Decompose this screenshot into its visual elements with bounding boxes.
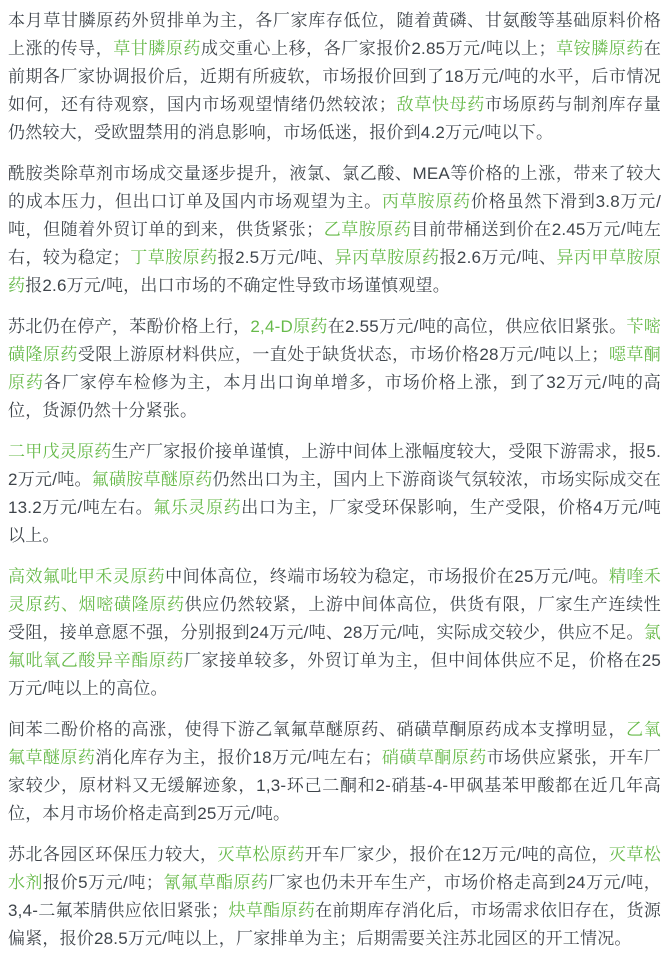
text-run: 在前期各厂家协调报价后，近期有所疲软，市场报价回到了18万元/吨的水平，后市情况如何，还有待观察，国内市场观望情绪仍然较浓；: [8, 39, 662, 114]
text-run: 报2.5万元/吨、: [217, 248, 335, 267]
text-run: 出口为主，厂家受环保影响，生产受限，价格4万元/吨以上。: [8, 498, 661, 545]
text-run: 市场供应紧张，开车厂家较少，原材料又无缓解迹象，1,3-环己二酮和2-硝基-4-甲砜基苯甲酸都在近几年高位，本月市场价格走高到25万元/吨。: [8, 748, 662, 823]
text-run: 开车厂家少，报价在12万元/吨的高位，: [304, 845, 609, 864]
product-name-highlight: 乙氧氟草醚原药: [8, 720, 662, 767]
product-name-highlight: 氟乐灵原药: [153, 498, 242, 517]
paragraph: [8, 438, 661, 550]
text-run: 生产厂家报价接单谨慎，上游中间体上涨幅度较大，受限下游需求，报5.2万元/吨。: [8, 442, 661, 489]
text-run: 价格虽然下滑到3.8万元/吨，但随着外贸订单的到来，供货紧张；: [8, 192, 662, 239]
product-name-highlight: 精喹禾灵原药、烟嘧磺隆原药: [8, 567, 661, 614]
text-run: 报2.6万元/吨、: [439, 248, 557, 267]
text-run: 厂家接单较多，外贸订单为主，但中间体供应不足，价格在25万元/吨以上的高位。: [8, 651, 662, 698]
product-name-highlight: 高效氟吡甲禾灵原药: [8, 567, 166, 586]
text-run: 苏北仍在停产，苯酚价格上行，: [8, 317, 251, 336]
paragraph: [8, 7, 661, 147]
product-name-highlight: 氯氟吡氧乙酸异辛酯原药: [8, 623, 661, 670]
product-name-highlight: 敌草快母药: [396, 95, 485, 114]
text-run: 供应仍然较紧，上游中间体高位，供货有限，厂家生产连续性受阻，接单意愿不强，分别报到24万元/吨、28万元/吨，实际成交较少，供应不足。: [8, 595, 661, 642]
product-name-highlight: 氟磺胺草醚原药: [91, 470, 213, 489]
product-name-highlight: 灭草松水剂: [8, 845, 661, 892]
product-name-highlight: 噁草酮原药: [8, 345, 661, 392]
text-run: 消化库存为主，报价18万元/吨左右；: [95, 748, 382, 767]
text-run: 在前期库存消化后，市场需求依旧存在，货源偏紧，报价28.5万元/吨以上，厂家排单为主；后期需要关注苏北园区的开工情况。: [8, 901, 662, 948]
text-run: 厂家也仍未开车生产，市场价格走高到24万元/吨，3,4-二氟苯腈供应依旧紧张；: [8, 873, 662, 920]
product-name-highlight: 苄嘧磺隆原药: [8, 317, 661, 364]
paragraph: [8, 313, 661, 425]
product-name-highlight: 二甲戊灵原药: [8, 442, 112, 461]
product-name-highlight: 草铵膦原药: [555, 39, 644, 58]
paragraph: [8, 160, 661, 300]
product-name-highlight: 丙草胺原药: [381, 192, 471, 211]
text-run: 受限上游原材料供应，一直处于缺货状态，市场价格28万元/吨以上；: [77, 345, 609, 364]
product-name-highlight: 乙草胺原药: [323, 220, 412, 239]
text-run: 目前带桶送到价在2.45万元/吨左右，较为稳定；: [8, 220, 661, 267]
text-run: 市场原药与制剂库存量仍然较大，受欧盟禁用的消息影响，市场低迷，报价到4.2万元/吨以下。: [8, 95, 662, 142]
text-run: 各厂家停车检修为主，本月出口询单增多，市场价格上涨，到了32万元/吨的高位，货源仍然十分紧张。: [8, 373, 661, 420]
product-name-highlight: 异丙甲草胺原药: [8, 248, 662, 295]
paragraph: [8, 716, 661, 828]
text-run: 在2.55万元/吨的高位，供应依旧紧张。: [327, 317, 627, 336]
text-run: 酰胺类除草剂市场成交量逐步提升，液氯、氯乙酸、MEA等价格的上涨，带来了较大的成本压力，但出口订单及国内市场观望为主。: [8, 164, 661, 211]
product-name-highlight: 异丙草胺原药: [334, 248, 440, 267]
paragraph: [8, 841, 661, 953]
text-run: 成交重心上移，各厂家报价2.85万元/吨以上；: [200, 39, 556, 58]
product-name-highlight: 草甘膦原药: [113, 39, 201, 58]
text-run: 报价5万元/吨；: [43, 873, 164, 892]
product-name-highlight: 丁草胺原药: [130, 248, 218, 267]
text-run: 仍然出口为主，国内上下游商谈气氛较浓，市场实际成交在13.2万元/吨左右。: [8, 470, 661, 517]
product-name-highlight: 灭草松原药: [217, 845, 305, 864]
product-name-highlight: 氰氟草酯原药: [163, 873, 269, 892]
text-run: 本月草甘膦原药外贸排单为主，各厂家库存低位，随着黄磷、甘氨酸等基础原料价格上涨的传导，: [8, 11, 661, 58]
product-name-highlight: 硝磺草酮原药: [381, 748, 487, 767]
product-name-highlight: 2,4-D原药: [250, 317, 328, 336]
text-run: 报2.6万元/吨，出口市场的不确定性导致市场谨慎观望。: [25, 276, 450, 295]
text-run: 苏北各园区环保压力较大，: [8, 845, 218, 864]
text-run: 中间体高位，终端市场较为稳定，市场报价在25万元/吨。: [165, 567, 609, 586]
product-name-highlight: 炔草酯原药: [228, 901, 316, 920]
text-run: 间苯二酚价格的高涨，使得下游乙氧氟草醚原药、硝磺草酮原药成本支撑明显，: [8, 720, 627, 739]
paragraph: [8, 563, 661, 703]
